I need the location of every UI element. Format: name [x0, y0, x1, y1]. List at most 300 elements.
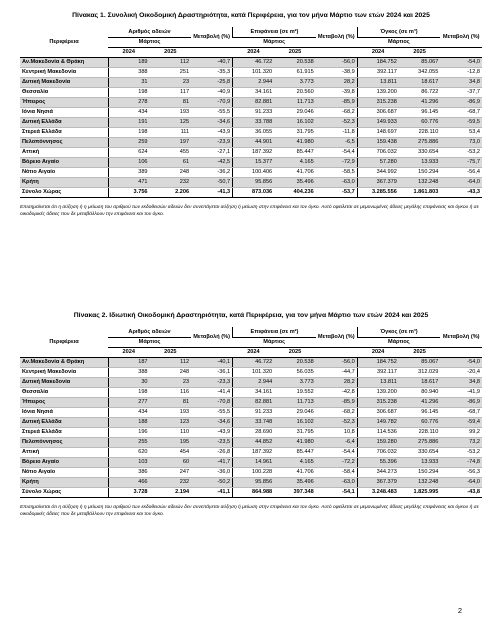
region-name: Θεσσαλία	[20, 388, 108, 398]
cell-p25: 112	[150, 358, 192, 368]
cell-s25: 20.538	[274, 358, 316, 368]
cell-v24: 306.687	[357, 108, 399, 118]
cell-v24: 3.248.483	[357, 488, 399, 498]
cell-pc: -25,8	[191, 78, 233, 88]
cell-v25: 60.776	[399, 418, 441, 428]
cell-v25: 228.110	[399, 128, 441, 138]
cell-s24: 34.161	[233, 88, 275, 98]
cell-vc: -53,2	[440, 148, 482, 158]
cell-p24: 466	[108, 478, 150, 488]
cell-s24: 36.055	[233, 128, 275, 138]
table2-header-year: 2024	[108, 348, 150, 358]
table-row	[20, 118, 482, 128]
cell-pc: -40,7	[191, 58, 233, 68]
region-name: Πελοπόννησος	[20, 438, 108, 448]
region-name: Ιόνια Νησιά	[20, 408, 108, 418]
cell-s25: 35.496	[274, 178, 316, 188]
cell-p25: 60	[150, 458, 192, 468]
table-row	[20, 448, 482, 458]
table1-header-volume: Όγκος (σε m³)	[357, 27, 440, 38]
cell-v25: 60.776	[399, 118, 441, 128]
cell-p24: 386	[108, 468, 150, 478]
cell-pc: -23,5	[191, 438, 233, 448]
cell-pc: -26,8	[191, 448, 233, 458]
page-number: 2	[457, 606, 462, 615]
cell-p24: 3.728	[108, 488, 150, 498]
cell-vc: -64,0	[440, 178, 482, 188]
table-row	[20, 148, 482, 158]
cell-vc: -86,9	[440, 398, 482, 408]
cell-p24: 189	[108, 58, 150, 68]
table2-header-month-permits: Μάρτιος	[108, 338, 191, 348]
cell-v25: 275.886	[399, 138, 441, 148]
cell-s25: 397.348	[274, 488, 316, 498]
cell-sc: -52,3	[316, 118, 358, 128]
cell-p24: 255	[108, 438, 150, 448]
cell-sc: -6,4	[316, 438, 358, 448]
region-name: Στερεά Ελλάδα	[20, 128, 108, 138]
cell-v24: 114.536	[357, 428, 399, 438]
cell-v24: 13.811	[357, 378, 399, 388]
cell-pc: -34,6	[191, 118, 233, 128]
cell-p24: 278	[108, 98, 150, 108]
cell-v24: 139.200	[357, 88, 399, 98]
cell-sc: -72,9	[316, 158, 358, 168]
cell-v24: 159.438	[357, 138, 399, 148]
table1-header-year: 2025	[150, 48, 192, 58]
cell-pc: -36,0	[191, 468, 233, 478]
cell-p25: 454	[150, 448, 192, 458]
cell-s24: 100.228	[233, 468, 275, 478]
table1-title: Πίνακας 1. Συνολική Οικοδομική Δραστηριότητα, κατά Περιφέρεια, για τον μήνα Μάρτιο των ετών 2024 και 2025	[72, 12, 430, 19]
cell-vc: -68,7	[440, 108, 482, 118]
region-name: Αν.Μακεδονία & Θράκη	[20, 358, 108, 368]
cell-p24: 196	[108, 428, 150, 438]
table-row	[20, 88, 482, 98]
cell-s25: 3.773	[274, 78, 316, 88]
cell-s25: 3.773	[274, 378, 316, 388]
cell-pc: -41,7	[191, 458, 233, 468]
cell-s25: 404.236	[274, 188, 316, 198]
cell-p24: 191	[108, 118, 150, 128]
cell-p25: 195	[150, 438, 192, 448]
cell-vc: -54,0	[440, 58, 482, 68]
cell-p24: 31	[108, 78, 150, 88]
table-row	[20, 178, 482, 188]
region-name: Στερεά Ελλάδα	[20, 428, 108, 438]
cell-v25: 132.248	[399, 478, 441, 488]
cell-p25: 232	[150, 478, 192, 488]
table-row	[20, 408, 482, 418]
cell-v25: 13.933	[399, 158, 441, 168]
cell-p25: 111	[150, 128, 192, 138]
table1-header-surface: Επιφάνεια (σε m²)	[233, 27, 316, 38]
cell-p24: 389	[108, 168, 150, 178]
table2-header-year: 2025	[150, 348, 192, 358]
cell-v24: 392.117	[357, 368, 399, 378]
cell-pc: -36,1	[191, 368, 233, 378]
cell-v24: 306.687	[357, 408, 399, 418]
table-row	[20, 108, 482, 118]
cell-vc: -12,8	[440, 68, 482, 78]
cell-s24: 100.406	[233, 168, 275, 178]
total-row	[20, 188, 482, 198]
cell-s24: 95.856	[233, 478, 275, 488]
cell-v25: 330.654	[399, 148, 441, 158]
cell-sc: -42,8	[316, 388, 358, 398]
table1-header-year: 2024	[233, 48, 275, 58]
cell-sc: -56,0	[316, 358, 358, 368]
cell-p25: 248	[150, 168, 192, 178]
cell-v24: 315.238	[357, 98, 399, 108]
table2-header-year: 2025	[274, 348, 316, 358]
cell-sc: -68,2	[316, 108, 358, 118]
cell-sc: -54,1	[316, 488, 358, 498]
cell-sc: -72,2	[316, 458, 358, 468]
cell-v24: 3.285.556	[357, 188, 399, 198]
cell-pc: -55,5	[191, 108, 233, 118]
cell-s25: 56.035	[274, 368, 316, 378]
cell-p25: 2.206	[150, 188, 192, 198]
cell-p24: 188	[108, 418, 150, 428]
cell-p25: 116	[150, 388, 192, 398]
table1-header-year: 2024	[108, 48, 150, 58]
region-name: Κρήτη	[20, 178, 108, 188]
cell-v25: 330.654	[399, 448, 441, 458]
cell-pc: -43,9	[191, 428, 233, 438]
cell-vc: -74,8	[440, 458, 482, 468]
table1	[20, 27, 482, 198]
cell-vc: -56,4	[440, 168, 482, 178]
cell-sc: -53,7	[316, 188, 358, 198]
region-name: Σύνολο Χώρας	[20, 188, 108, 198]
cell-v25: 85.067	[399, 58, 441, 68]
total-row	[20, 488, 482, 498]
cell-p25: 123	[150, 418, 192, 428]
cell-s24: 187.392	[233, 448, 275, 458]
cell-sc: -63,0	[316, 178, 358, 188]
cell-p25: 110	[150, 428, 192, 438]
cell-pc: -41,3	[191, 188, 233, 198]
cell-vc: 73,0	[440, 138, 482, 148]
table1-header-year: 2025	[399, 48, 441, 58]
cell-p24: 198	[108, 388, 150, 398]
cell-p24: 3.756	[108, 188, 150, 198]
cell-sc: -44,7	[316, 368, 358, 378]
cell-s25: 29.046	[274, 408, 316, 418]
cell-p25: 197	[150, 138, 192, 148]
cell-pc: -70,8	[191, 398, 233, 408]
cell-p24: 103	[108, 458, 150, 468]
cell-vc: -59,5	[440, 118, 482, 128]
cell-p24: 388	[108, 68, 150, 78]
cell-p25: 23	[150, 378, 192, 388]
cell-pc: -23,9	[191, 138, 233, 148]
region-name: Αττική	[20, 148, 108, 158]
cell-v25: 1.861.803	[399, 188, 441, 198]
cell-p24: 388	[108, 368, 150, 378]
cell-sc: -11,8	[316, 128, 358, 138]
table-row	[20, 368, 482, 378]
cell-s24: 33.748	[233, 418, 275, 428]
cell-s24: 187.392	[233, 148, 275, 158]
cell-v25: 312.029	[399, 368, 441, 378]
cell-v24: 55.396	[357, 458, 399, 468]
cell-p25: 247	[150, 468, 192, 478]
region-name: Βόρειο Αιγαίο	[20, 458, 108, 468]
table1-header-month-volume: Μάρτιος	[357, 38, 440, 48]
table2-header-month-volume: Μάρτιος	[357, 338, 440, 348]
table-row	[20, 128, 482, 138]
cell-vc: 34,8	[440, 378, 482, 388]
cell-pc: -40,9	[191, 88, 233, 98]
cell-s25: 19.552	[274, 388, 316, 398]
region-name: Δυτική Μακεδονία	[20, 378, 108, 388]
cell-v24: 315.238	[357, 398, 399, 408]
cell-vc: -37,7	[440, 88, 482, 98]
cell-pc: -55,5	[191, 408, 233, 418]
cell-s25: 41.980	[274, 438, 316, 448]
cell-s24: 95.856	[233, 178, 275, 188]
table2-header-surface: Επιφάνεια (σε m²)	[233, 327, 316, 338]
region-name: Αττική	[20, 448, 108, 458]
table1-header-permits: Αριθμός αδειών	[108, 27, 191, 38]
cell-s25: 41.706	[274, 468, 316, 478]
cell-v25: 228.110	[399, 428, 441, 438]
cell-p25: 117	[150, 88, 192, 98]
cell-v24: 148.697	[357, 128, 399, 138]
cell-v25: 150.294	[399, 168, 441, 178]
table-row	[20, 168, 482, 178]
region-name: Ήπειρος	[20, 98, 108, 108]
cell-s25: 11.713	[274, 398, 316, 408]
cell-vc: -64,0	[440, 478, 482, 488]
table2-title: Πίνακας 2. Ιδιωτική Οικοδομική Δραστηριότητα, κατά Περιφέρεια, για τον μήνα Μάρτιο των ετών 2024 και 2025	[73, 312, 429, 319]
cell-s24: 46.722	[233, 58, 275, 68]
table-row	[20, 78, 482, 88]
cell-vc: -43,3	[440, 188, 482, 198]
cell-s24: 82.881	[233, 98, 275, 108]
cell-p24: 471	[108, 178, 150, 188]
table2-header-surface-change: Μεταβολή (%)	[316, 327, 358, 348]
cell-p25: 251	[150, 68, 192, 78]
table1-header-month-permits: Μάρτιος	[108, 38, 191, 48]
cell-sc: -52,3	[316, 418, 358, 428]
region-name: Κεντρική Μακεδονία	[20, 368, 108, 378]
cell-v24: 706.032	[357, 448, 399, 458]
table2-header-volume: Όγκος (σε m³)	[357, 327, 440, 338]
table-row	[20, 438, 482, 448]
cell-s24: 28.690	[233, 428, 275, 438]
table-row	[20, 398, 482, 408]
cell-s24: 101.320	[233, 68, 275, 78]
cell-pc: -35,3	[191, 68, 233, 78]
region-name: Δυτική Μακεδονία	[20, 78, 108, 88]
cell-sc: -85,9	[316, 98, 358, 108]
cell-sc: -85,9	[316, 398, 358, 408]
cell-pc: -41,4	[191, 388, 233, 398]
region-name: Πελοπόννησος	[20, 138, 108, 148]
cell-vc: -41,9	[440, 388, 482, 398]
cell-vc: 34,8	[440, 78, 482, 88]
cell-s24: 33.788	[233, 118, 275, 128]
cell-v24: 159.280	[357, 438, 399, 448]
table-row	[20, 458, 482, 468]
cell-v24: 139.200	[357, 388, 399, 398]
region-name: Θεσσαλία	[20, 88, 108, 98]
cell-p24: 620	[108, 448, 150, 458]
cell-s25: 41.980	[274, 138, 316, 148]
cell-s25: 20.560	[274, 88, 316, 98]
region-name: Δυτική Ελλάδα	[20, 418, 108, 428]
cell-s24: 101.320	[233, 368, 275, 378]
table-row	[20, 358, 482, 368]
table2-header-month-surface: Μάρτιος	[233, 338, 316, 348]
cell-sc: 28,2	[316, 78, 358, 88]
table2-header-permits: Αριθμός αδειών	[108, 327, 191, 338]
cell-s25: 85.447	[274, 448, 316, 458]
region-name: Ήπειρος	[20, 398, 108, 408]
table1-header-region: Περιφέρεια	[20, 27, 108, 58]
table1-header-permits-change: Μεταβολή (%)	[191, 27, 233, 48]
cell-v24: 392.117	[357, 68, 399, 78]
cell-p25: 81	[150, 98, 192, 108]
cell-s25: 35.496	[274, 478, 316, 488]
cell-v25: 18.617	[399, 378, 441, 388]
cell-p24: 198	[108, 88, 150, 98]
cell-sc: -39,8	[316, 88, 358, 98]
cell-v24: 367.379	[357, 178, 399, 188]
cell-p25: 193	[150, 108, 192, 118]
cell-p25: 23	[150, 78, 192, 88]
cell-p24: 259	[108, 138, 150, 148]
cell-pc: -40,1	[191, 358, 233, 368]
region-name: Ιόνια Νησιά	[20, 108, 108, 118]
cell-pc: -36,2	[191, 168, 233, 178]
cell-pc: -34,6	[191, 418, 233, 428]
cell-p24: 434	[108, 108, 150, 118]
cell-s24: 91.233	[233, 408, 275, 418]
cell-vc: -54,0	[440, 358, 482, 368]
cell-s25: 4.165	[274, 458, 316, 468]
cell-p25: 112	[150, 58, 192, 68]
table-row	[20, 378, 482, 388]
cell-s24: 2.944	[233, 78, 275, 88]
cell-v24: 149.933	[357, 118, 399, 128]
cell-v24: 367.379	[357, 478, 399, 488]
cell-s25: 16.102	[274, 118, 316, 128]
cell-v24: 13.811	[357, 78, 399, 88]
cell-p24: 277	[108, 398, 150, 408]
table1-section	[20, 12, 482, 218]
cell-sc: 10,8	[316, 428, 358, 438]
cell-sc: -56,0	[316, 58, 358, 68]
cell-v25: 86.722	[399, 88, 441, 98]
cell-s25: 4.165	[274, 158, 316, 168]
table2-header-year: 2025	[399, 348, 441, 358]
cell-v24: 184.752	[357, 358, 399, 368]
table-row	[20, 418, 482, 428]
cell-v24: 149.782	[357, 418, 399, 428]
table-row	[20, 68, 482, 78]
region-name: Κεντρική Μακεδονία	[20, 68, 108, 78]
region-name: Βόρειο Αιγαίο	[20, 158, 108, 168]
cell-vc: -20,4	[440, 368, 482, 378]
table1-header-volume-change: Μεταβολή (%)	[440, 27, 482, 48]
cell-vc: -68,7	[440, 408, 482, 418]
cell-s24: 34.161	[233, 388, 275, 398]
table-row	[20, 428, 482, 438]
table1-body	[20, 58, 482, 198]
cell-s25: 31.795	[274, 128, 316, 138]
table-row	[20, 138, 482, 148]
cell-pc: -41,1	[191, 488, 233, 498]
table-row	[20, 158, 482, 168]
cell-pc: -42,5	[191, 158, 233, 168]
cell-v25: 13.933	[399, 458, 441, 468]
cell-p25: 61	[150, 158, 192, 168]
cell-v25: 1.825.995	[399, 488, 441, 498]
cell-s25: 11.713	[274, 98, 316, 108]
cell-p25: 125	[150, 118, 192, 128]
cell-v25: 96.145	[399, 108, 441, 118]
cell-s24: 873.036	[233, 188, 275, 198]
table2-header-volume-change: Μεταβολή (%)	[440, 327, 482, 348]
cell-s24: 46.722	[233, 358, 275, 368]
cell-p25: 232	[150, 178, 192, 188]
cell-vc: -86,9	[440, 98, 482, 108]
cell-vc: -43,8	[440, 488, 482, 498]
cell-s25: 20.538	[274, 58, 316, 68]
cell-pc: -43,9	[191, 128, 233, 138]
cell-v25: 150.294	[399, 468, 441, 478]
cell-v25: 41.296	[399, 398, 441, 408]
cell-v25: 96.145	[399, 408, 441, 418]
cell-v24: 184.752	[357, 58, 399, 68]
cell-vc: -75,7	[440, 158, 482, 168]
cell-s24: 82.881	[233, 398, 275, 408]
table1-header-surface-change: Μεταβολή (%)	[316, 27, 358, 48]
cell-s25: 31.795	[274, 428, 316, 438]
table2-header-permits-change: Μεταβολή (%)	[191, 327, 233, 348]
table-row	[20, 58, 482, 68]
cell-p24: 434	[108, 408, 150, 418]
cell-sc: -63,0	[316, 478, 358, 488]
cell-s24: 15.377	[233, 158, 275, 168]
cell-vc: -59,4	[440, 418, 482, 428]
cell-sc: -54,4	[316, 148, 358, 158]
cell-p24: 198	[108, 128, 150, 138]
region-name: Νότιο Αιγαίο	[20, 168, 108, 178]
cell-sc: -58,4	[316, 468, 358, 478]
cell-s25: 29.046	[274, 108, 316, 118]
region-name: Νότιο Αιγαίο	[20, 468, 108, 478]
cell-vc: 99,2	[440, 428, 482, 438]
cell-pc: -27,1	[191, 148, 233, 158]
cell-pc: -70,9	[191, 98, 233, 108]
region-name: Σύνολο Χώρας	[20, 488, 108, 498]
cell-sc: -58,5	[316, 168, 358, 178]
cell-s24: 91.233	[233, 108, 275, 118]
cell-s24: 44.901	[233, 138, 275, 148]
region-name: Κρήτη	[20, 478, 108, 488]
cell-p24: 106	[108, 158, 150, 168]
cell-pc: -50,7	[191, 178, 233, 188]
table2-body	[20, 358, 482, 498]
cell-p25: 193	[150, 408, 192, 418]
cell-v24: 344.992	[357, 168, 399, 178]
cell-v25: 85.067	[399, 358, 441, 368]
